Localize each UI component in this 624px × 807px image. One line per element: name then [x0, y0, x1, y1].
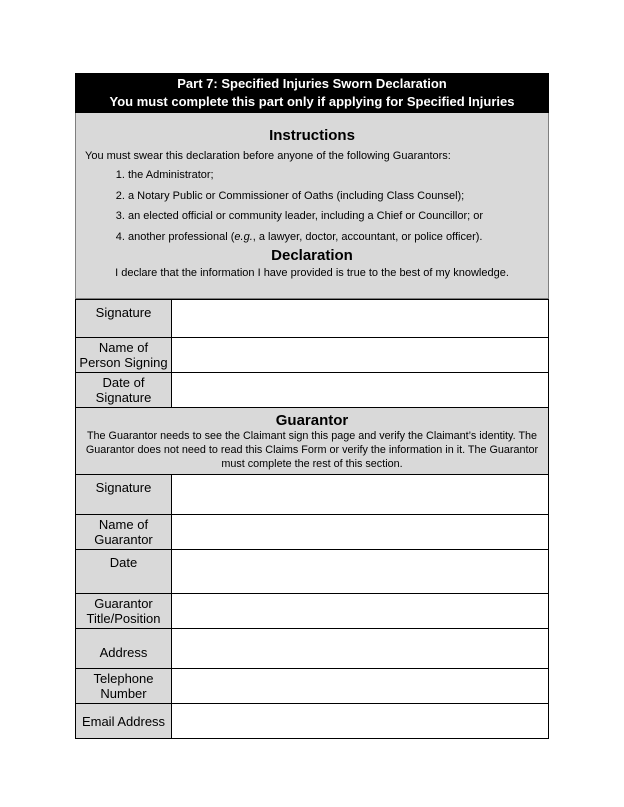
- guarantor-name-label: Name of Guarantor: [76, 515, 172, 550]
- guarantor-title-position-label: Guarantor Title/Position: [76, 594, 172, 629]
- guarantor-title-field[interactable]: [172, 594, 549, 629]
- instructions-title: Instructions: [269, 127, 355, 144]
- claimant-date-field[interactable]: [172, 373, 549, 408]
- list-item: 1. the Administrator;: [128, 165, 548, 186]
- table-row: [76, 550, 549, 594]
- guarantor-date-label: Date: [76, 550, 172, 594]
- guarantor-section-row: [76, 408, 549, 475]
- claimant-signature-label: Signature: [76, 300, 172, 338]
- claimant-name-field[interactable]: [172, 338, 549, 373]
- table-row: [76, 373, 549, 408]
- table-row: [76, 704, 549, 739]
- document-page: [75, 73, 549, 739]
- table-row: [76, 475, 549, 515]
- part-header-title: Part 7: Specified Injuries Sworn Declaration: [177, 76, 447, 91]
- declaration-form-table: [75, 299, 549, 739]
- guarantor-telephone-label: Telephone Number: [76, 669, 172, 704]
- guarantor-title: Guarantor: [275, 412, 349, 429]
- table-row: [76, 629, 549, 669]
- guarantor-email-label: Email Address: [76, 704, 172, 739]
- guarantor-address-field[interactable]: [172, 629, 549, 669]
- claimant-signature-field[interactable]: [172, 300, 549, 338]
- guarantor-date-field[interactable]: [172, 550, 549, 594]
- table-row: [76, 594, 549, 629]
- guarantor-phone-field[interactable]: [172, 669, 549, 704]
- guarantor-name-field[interactable]: [172, 515, 549, 550]
- table-row: [76, 515, 549, 550]
- declaration-title: Declaration: [271, 247, 353, 264]
- guarantor-signature-label: Signature: [76, 475, 172, 515]
- guarantor-signature-field[interactable]: [172, 475, 549, 515]
- table-row: [76, 300, 549, 338]
- table-row: [76, 669, 549, 704]
- table-row: [76, 338, 549, 373]
- list-item: 4. another professional (e.g., a lawyer, doctor, accountant, or police officer).: [128, 227, 548, 248]
- claimant-name-label: Name of Person Signing: [76, 338, 172, 373]
- list-item: 2. a Notary Public or Commissioner of Oaths (including Class Counsel);: [128, 186, 548, 207]
- guarantor-options-list: [76, 165, 548, 247]
- part-header-subtitle: You must complete this part only if applying for Specified Injuries: [109, 94, 515, 109]
- guarantor-email-field[interactable]: [172, 704, 549, 739]
- guarantor-note: The Guarantor needs to see the Claimant sign this page and verify the Claimant’s identity. The Guarantor does not need to read this Claims Form or verify the information in it. The Guarantor must complete the rest of this section.: [85, 430, 539, 470]
- guarantor-address-label: Address: [76, 629, 172, 669]
- guarantor-section-header: [76, 408, 549, 475]
- claimant-date-label: Date of Signature: [76, 373, 172, 408]
- declaration-text: I declare that the information I have provided is true to the best of my knowledge.: [115, 267, 509, 279]
- instructions-section: [75, 113, 549, 299]
- part-header: [75, 73, 549, 113]
- instructions-intro: You must swear this declaration before anyone of the following Guarantors:: [85, 150, 451, 162]
- list-item: 3. an elected official or community leader, including a Chief or Councillor; or: [128, 206, 548, 227]
